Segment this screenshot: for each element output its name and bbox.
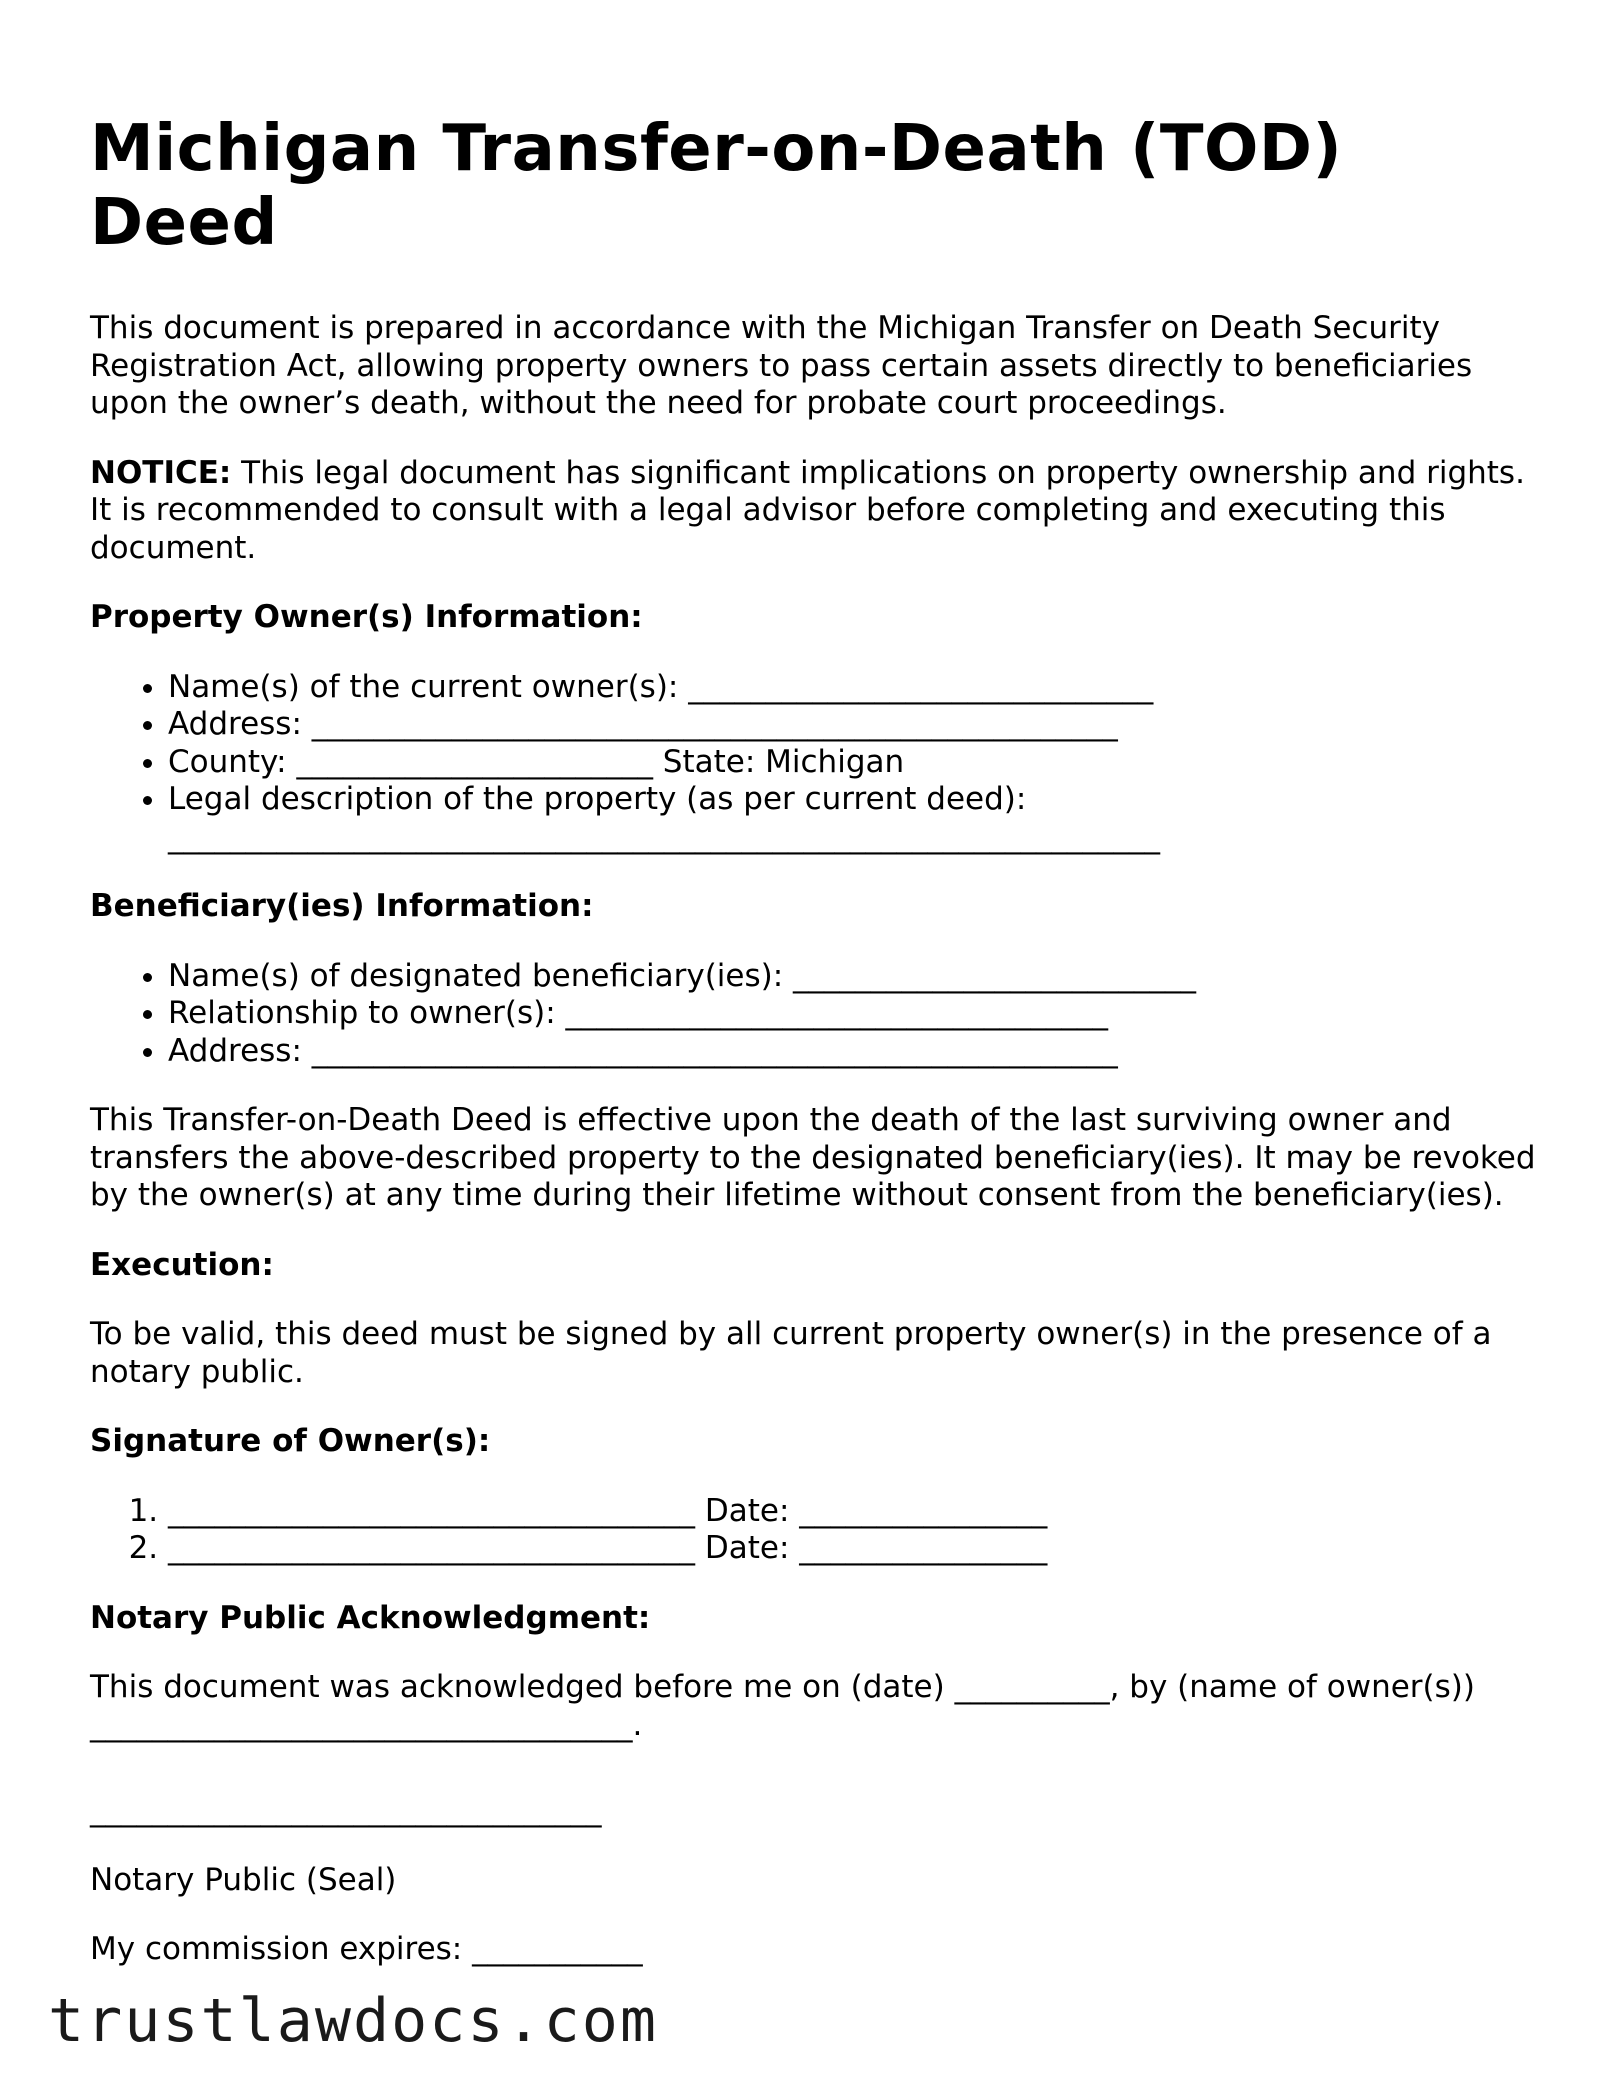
- effect-paragraph: This Transfer-on-Death Deed is effective upon the death of the last surviving owner and transfers the above-described property to the designated beneficiary(ies). It may be revoked by the owner(s) at any time during their lifetime without consent from the beneficiary(ies).: [90, 1102, 1536, 1213]
- beneficiary-name-field: • Name(s) of designated beneficiary(ies): __________________________: [168, 958, 1540, 996]
- notary-heading: Notary Public Acknowledgment:: [90, 1599, 651, 1636]
- owner-signature-line-2: 2. __________________________________ Date: ________________: [168, 1530, 1540, 1568]
- document-title: Michigan Transfer-on-Death (TOD) Deed: [90, 112, 1343, 260]
- beneficiary-address-field: • Address: ____________________________________________________: [168, 1033, 1540, 1071]
- signature-list: [90, 1493, 1540, 1568]
- owner-address-field: • Address: ____________________________________________________: [168, 706, 1540, 744]
- execution-heading: Execution:: [90, 1246, 274, 1283]
- legal-description-field: • Legal description of the property (as per current deed): ________________________________________________________________: [168, 781, 1540, 856]
- notice-text: This legal document has significant implications on property ownership and rights. It is recommended to consult with a legal advisor before completing and executing this document.: [90, 454, 1525, 566]
- notary-acknowledgment-text: This document was acknowledged before me on (date) __________, by (name of owner(s)) ___________________________________.: [90, 1669, 1475, 1743]
- notice-paragraph: [90, 455, 1540, 568]
- notary-seal-label: Notary Public (Seal): [90, 1861, 397, 1898]
- beneficiary-info-list: [90, 958, 1540, 1071]
- owner-county-field: • County: _______________________ State: Michigan: [168, 744, 1540, 782]
- commission-expiry-field: My commission expires: ___________: [90, 1931, 643, 1967]
- notice-label: NOTICE:: [90, 454, 232, 491]
- document-page: [90, 112, 1540, 1969]
- owner-info-list: [90, 669, 1540, 857]
- notary-signature-line: _________________________________: [90, 1792, 602, 1828]
- intro-paragraph: This document is prepared in accordance with the Michigan Transfer on Death Security Registration Act, allowing property owners to pass certain assets directly to beneficiaries upon the owner’s death, without the need for probate court proceedings.: [90, 310, 1473, 421]
- signature-heading: Signature of Owner(s):: [90, 1423, 491, 1459]
- beneficiary-relationship-field: • Relationship to owner(s): ___________________________________: [168, 995, 1540, 1033]
- beneficiary-section-heading: Beneficiary(ies) Information:: [90, 888, 594, 924]
- owner-name-field: • Name(s) of the current owner(s): ______________________________: [168, 669, 1540, 707]
- execution-paragraph: To be valid, this deed must be signed by all current property owner(s) in the presence of a notary public.: [90, 1316, 1492, 1390]
- site-watermark: trustlawdocs.com: [48, 1986, 658, 2056]
- owner-signature-line-1: 1. __________________________________ Date: ________________: [168, 1493, 1540, 1531]
- owner-section-heading: Property Owner(s) Information:: [90, 599, 643, 635]
